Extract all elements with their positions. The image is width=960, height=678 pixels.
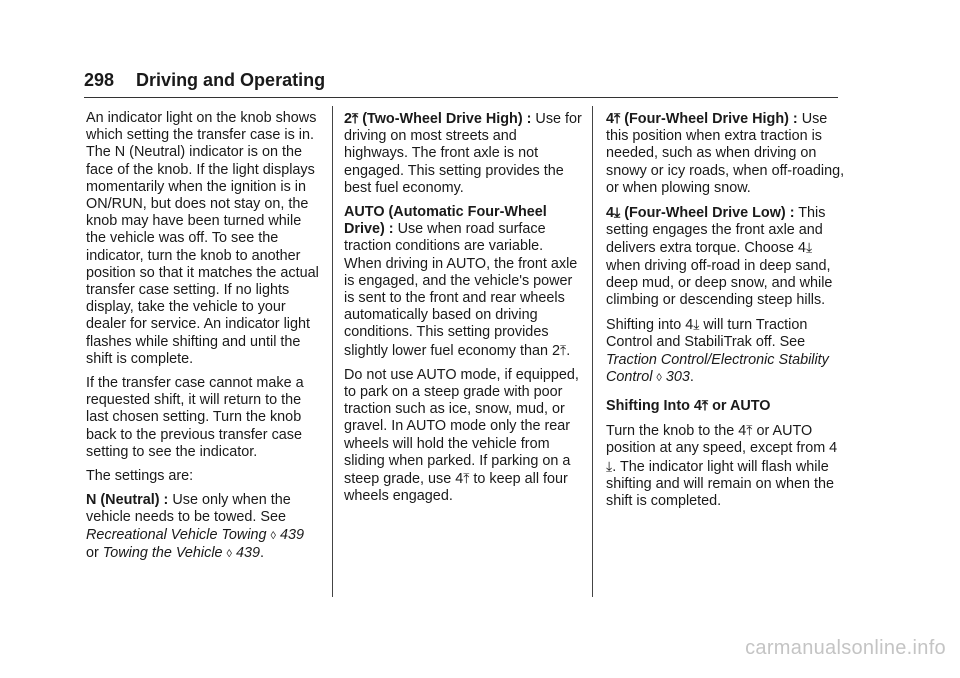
- column-divider: [332, 106, 333, 597]
- two-wheel-high-paragraph: [344, 110, 582, 197]
- watermark: carmanualsonline.info: [745, 637, 946, 659]
- high-range-icon: ⤒: [352, 110, 359, 126]
- low-range-icon: ⤓: [805, 239, 813, 256]
- settings-intro: The settings are:: [86, 468, 194, 485]
- auto-warning-paragraph: Do not use AUTO mode, if equipped, to park on a steep grade with poor traction such as ice, snow, mud, or gravel. In AUTO mode only the rear wheels will hold the vehicle from sliding when parked. If parking on a steep grade, use 4⤒ to keep all four wheels engaged.: [344, 366, 579, 505]
- ref-recreational-towing-link[interactable]: Recreational Vehicle Towing: [86, 526, 267, 543]
- high-range-icon: ⤒: [614, 110, 621, 126]
- ref-traction-control-page[interactable]: 303: [665, 368, 690, 385]
- high-range-icon: ⤒: [701, 397, 709, 414]
- four-wheel-low-label: 4⤓ (Four-Wheel Drive Low) :: [606, 204, 795, 222]
- page-ref-icon: ◊: [270, 529, 276, 542]
- period: .: [259, 544, 264, 561]
- two-wheel-high-text: Use for driving on most streets and highways. The front axle is not engaged. This setting provides the best fuel economy.: [344, 111, 582, 196]
- low-range-icon: ⤓: [614, 204, 621, 221]
- column-3: [606, 110, 846, 517]
- high-range-icon: ⤒: [746, 422, 753, 439]
- shifting-subheading: Shifting Into 4⤒ or AUTO: [606, 397, 771, 415]
- neutral-label: N (Neutral) :: [86, 492, 169, 509]
- low-range-icon: ⤓: [693, 316, 700, 333]
- page-ref-icon: ◊: [656, 371, 662, 384]
- shifting-paragraph: Turn the knob to the 4⤒ or AUTO position at any speed, except from 4 ⤓. The indicator light will flash while shifting and will remain on when the shift is completed.: [606, 422, 838, 510]
- two-wheel-high-label: 2⤒ (Two-Wheel Drive High) :: [344, 110, 532, 127]
- page-number: 298: [84, 70, 115, 90]
- ref-recreational-towing-page[interactable]: 439: [279, 526, 304, 543]
- ref-towing-vehicle-link[interactable]: Towing the Vehicle: [102, 544, 223, 561]
- ref-traction-control-link[interactable]: Traction Control/Electronic Stability Control: [606, 351, 829, 385]
- indicator-paragraph: An indicator light on the knob shows which setting the transfer case is in. The N (Neutral) indicator is on the face of the knob. If the light displays momentarily when the ignition is in ON/RUN, but does not stay on, the knob may have been turned while the vehicle was off. To see the indicator, turn the knob to another position so that it matches the actual transfer case setting. If no lights display, take the vehicle to your dealer for service. An indicator light flashes while shifting and until the shift is complete.: [86, 110, 319, 367]
- low-range-icon: ⤓: [606, 457, 613, 474]
- four-wheel-high-paragraph: 4⤒ (Four-Wheel Drive High) : Use this position when extra traction is needed, such as when driving on snowy or icy roads, when off-roading, or when plowing snow.: [606, 110, 845, 196]
- neutral-paragraph: [86, 492, 324, 563]
- column-divider: [592, 106, 593, 597]
- page-header: [84, 70, 838, 98]
- or-text: or: [86, 544, 103, 561]
- four-wheel-high-label: 4⤒ (Four-Wheel Drive High) :: [606, 110, 798, 127]
- section-title: Driving and Operating: [136, 70, 326, 90]
- four-wheel-low-paragraph: 4⤓ (Four-Wheel Drive Low) : This setting engages the front axle and delivers extra torque. Choose 4⤓ when driving off-road in deep sand, deep mud, or deep snow, and while climbing or descending steep hills.: [606, 204, 833, 309]
- failed-shift-paragraph: If the transfer case cannot make a requested shift, it will return to the last chosen setting. Turn the knob back to the previous transfer case setting to see the indicator.: [86, 375, 304, 460]
- high-range-icon: ⤒: [559, 341, 567, 358]
- page-ref-icon: ◊: [226, 547, 232, 560]
- traction-paragraph: Shifting into 4⤓ will turn Traction Control and StabiliTrak off. See Traction Control/Electronic Stability Control ◊ 303.: [606, 316, 829, 385]
- auto-paragraph: AUTO (Automatic Four-Wheel Drive) : Use when road surface traction conditions are variable. When driving in AUTO, the front axle is engaged, and the vehicle's power is sent to the front and rear wheels automatically based on driving conditions. This setting provides slightly lower fuel economy than 2⤒.: [344, 204, 578, 359]
- column-1: [86, 110, 324, 570]
- neutral-text: Use only when the vehicle needs to be towed. See: [86, 492, 291, 526]
- high-range-icon: ⤒: [463, 470, 470, 487]
- auto-text: Use when road surface traction conditions are variable. When driving in AUTO, the front axle is engaged, and the vehicle's power is sent to the front and rear wheels automatically based on driving conditions. This setting provides slightly lower fuel economy than 2: [344, 221, 578, 359]
- auto-label: AUTO (Automatic Four-Wheel Drive) :: [344, 204, 547, 238]
- column-2: [344, 110, 582, 512]
- ref-towing-vehicle-page[interactable]: 439: [235, 544, 260, 561]
